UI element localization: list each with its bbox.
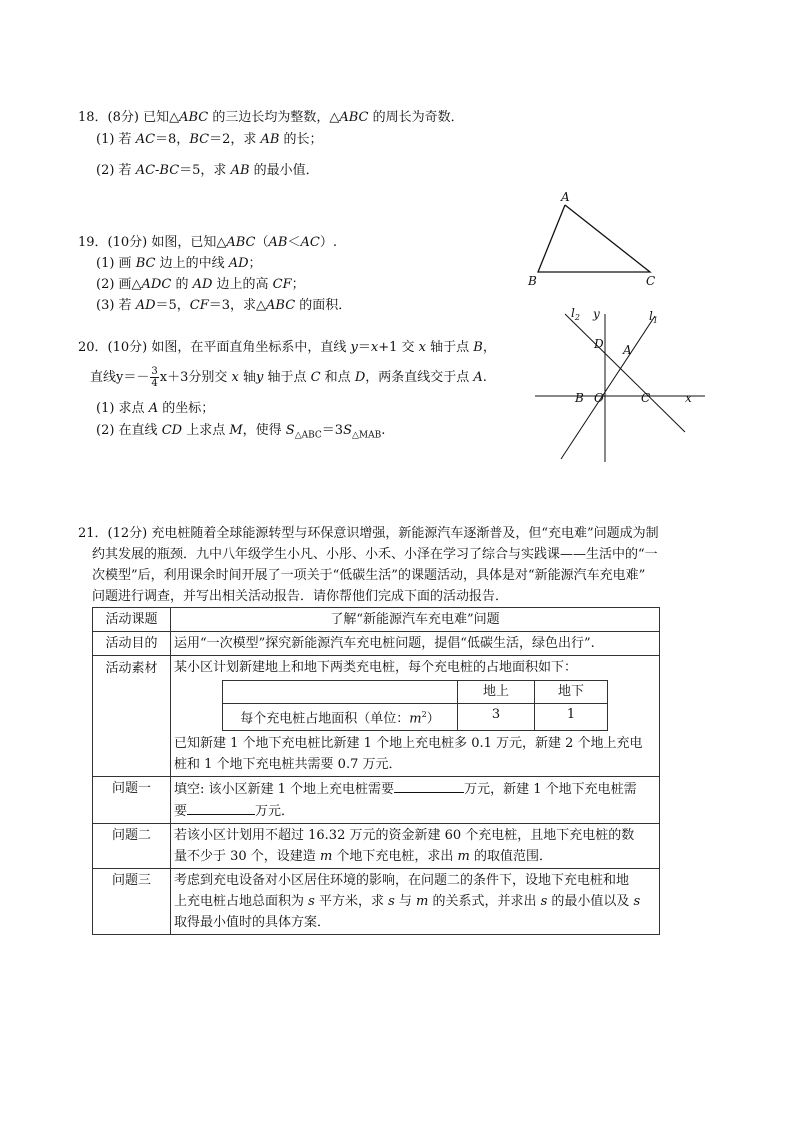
material-cell — [171, 656, 660, 777]
q21-line3: 次模型”后，利用课余时间开展了一项关于“低碳生活”的课题活动，具体是对“新能源汽车充电难” — [92, 568, 646, 583]
fraction-three-quarters: $\frac{3}{4}$ — [151, 366, 158, 389]
material-text-1: 已知新建 1 个地下充电桩比新建 1 个地上充电桩多 0.1 万元，新建 2 个地上充电 — [174, 736, 643, 752]
label-y: y — [593, 307, 600, 321]
q19-part2: (2) 画△ADC 的 AD 边上的高 CF； — [96, 277, 305, 292]
table-row — [93, 656, 660, 777]
material-intro: 某小区计划新建地上和地下两类充电桩，每个充电桩的占地面积如下： — [174, 660, 578, 675]
q19-part1: (1) 画 BC 边上的中线 AD； — [96, 256, 262, 271]
q20-part2: (2) 在直线 CD 上求点 M，使得 $S_{\triangle ABC}=3S_{\triangle MAB}$. — [96, 423, 386, 441]
table-row — [93, 777, 660, 824]
q21-line1: 21．(12分) 充电桩随着全球能源转型与环保意识增强，新能源汽车逐渐普及，但“充电难”问题成为制 — [78, 526, 659, 541]
header-underground: 地下 — [535, 681, 608, 704]
table-row — [93, 608, 660, 632]
question1-cell: 填空: 该小区新建 1 个地上充电桩需要 万元，新建 1 个地下充电桩需 要 万元． — [171, 777, 660, 824]
label-b: B — [528, 274, 537, 288]
q21-line4: 问题进行调查，并写出相关活动报告．请你帮他们完成下面的活动报告． — [92, 589, 509, 604]
triangle-figure — [520, 188, 670, 293]
activity-report-table — [92, 607, 660, 935]
material-text-2: 桩和 1 个地下充电桩共需要 0.7 万元． — [174, 757, 402, 773]
q18-stem: 18．(8分) 已知△ABC 的三边长均为整数，△ABC 的周长为奇数． — [78, 110, 464, 125]
label-l1: $l_1$ — [649, 309, 658, 325]
area-above-ground: 3 — [458, 704, 535, 731]
q20-stem-line2: 直线y＝－ $\frac{3}{4}$ x＋3分别交 x 轴y 轴于点 C 和点 D，两条直线交于点 A. — [90, 366, 487, 389]
q20-part1: (1) 求点 A 的坐标； — [96, 401, 215, 416]
row-label: 活动课题 — [93, 608, 171, 632]
table-row — [93, 869, 660, 935]
row-label: 问题二 — [93, 824, 171, 869]
q21-line2: 约其发展的瓶颈．九中八年级学生小凡、小彤、小禾、小泽在学习了综合与实践课——生活中的“一 — [92, 547, 658, 562]
label-a: A — [561, 190, 570, 204]
row-label: 问题一 — [93, 777, 171, 824]
label-c: C — [641, 391, 651, 405]
label-c: C — [646, 274, 656, 288]
label-b: B — [575, 391, 584, 405]
topic-cell: 了解“新能源汽车充电难”问题 — [171, 608, 660, 632]
label-d: D — [594, 337, 604, 351]
purpose-cell: 运用“一次模型”探究新能源汽车充电桩问题，提倡“低碳生活，绿色出行”. — [171, 632, 660, 656]
area-underground: 1 — [535, 704, 608, 731]
question3-cell: 考虑到充电设备对小区居住环境的影响，在问题二的条件下，设地下充电桩和地 上充电桩占地总面积为 s 平方米，求 s 与 m 的关系式，并求出 s 的最小值以及 s 取得最小值时的具体方案． — [171, 869, 660, 935]
coordinate-figure — [535, 304, 705, 464]
q20-stem: 20．(10分) 如图，在平面直角坐标系中，直线 y＝x+1 交 x 轴于点 B， — [78, 340, 496, 355]
row-label: 问题三 — [93, 869, 171, 935]
q18-part1: (1) 若 AC＝8，BC＝2，求 AB 的长； — [96, 132, 323, 147]
label-l2: $l_2$ — [571, 306, 580, 322]
label-a: A — [623, 343, 632, 357]
area-table — [222, 680, 608, 731]
header-above-ground: 地上 — [458, 681, 535, 704]
label-o: O — [594, 391, 604, 405]
answer-blank-2[interactable] — [187, 800, 255, 815]
line-l2 — [565, 314, 685, 432]
question2-cell: 若该小区计划用不超过 16.32 万元的资金新建 60 个充电桩，且地下充电桩的数 量不少于 30 个，设建造 m 个地下充电桩，求出 m 的取值范围． — [171, 824, 660, 869]
area-row-label: 每个充电桩占地面积（单位：$m^2$） — [223, 704, 458, 731]
label-x: x — [685, 391, 692, 405]
line-l1 — [561, 316, 655, 459]
row-label: 活动素材 — [93, 656, 171, 777]
table-row — [93, 632, 660, 656]
q19-part3: (3) 若 AD＝5，CF＝3，求△ABC 的面积． — [96, 298, 352, 313]
triangle-abc — [538, 205, 650, 272]
q19-stem: 19．(10分) 如图，已知△ABC（AB＜AC）. — [78, 235, 337, 250]
row-label: 活动目的 — [93, 632, 171, 656]
q18-part2: (2) 若 AC-BC＝5，求 AB 的最小值． — [96, 163, 319, 178]
answer-blank-1[interactable] — [394, 778, 464, 793]
table-row — [93, 824, 660, 869]
